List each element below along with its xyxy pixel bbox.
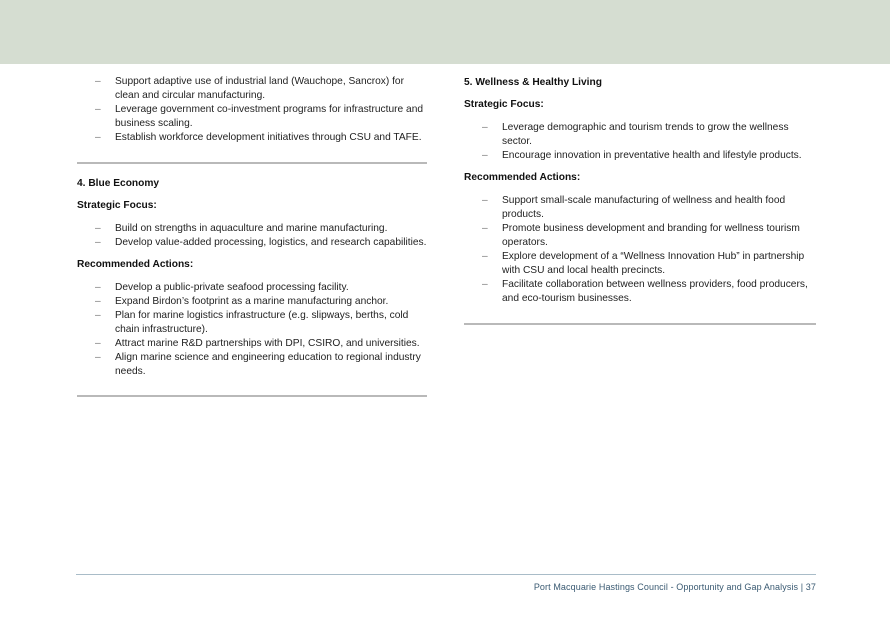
dash-bullet: – xyxy=(95,310,101,321)
section-divider xyxy=(77,162,427,164)
list-item: – Leverage government co-investment programs for infrastructure and business scaling. xyxy=(95,104,424,129)
wellness-focus-list xyxy=(464,121,816,163)
section-title-wellness: 5. Wellness & Healthy Living xyxy=(464,77,602,88)
list-item: – Align marine science and engineering education to regional industry needs. xyxy=(95,352,421,377)
list-item: – Facilitate collaboration between wellness providers, food producers, and eco-tourism businesses. xyxy=(482,279,808,304)
list-item: – Establish workforce development initiatives through CSU and TAFE. xyxy=(95,132,422,143)
wellness-actions-list xyxy=(464,194,816,306)
blue-economy-focus-list xyxy=(77,222,427,250)
strategic-focus-label: Strategic Focus: xyxy=(77,200,157,211)
dash-bullet: – xyxy=(95,104,101,115)
list-item: – Support small-scale manufacturing of wellness and health food products. xyxy=(482,195,786,220)
list-item: – Encourage innovation in preventative health and lifestyle products. xyxy=(482,150,802,161)
dash-bullet: – xyxy=(482,122,488,133)
manufacturing-actions-list xyxy=(77,75,427,145)
blue-economy-actions-list xyxy=(77,281,427,379)
list-item: – Build on strengths in aquaculture and marine manufacturing. xyxy=(95,223,388,234)
dash-bullet: – xyxy=(95,296,101,307)
section-divider xyxy=(464,323,816,325)
dash-bullet: – xyxy=(482,279,488,290)
right-column xyxy=(464,75,816,325)
dash-bullet: – xyxy=(95,282,101,293)
dash-bullet: – xyxy=(95,352,101,363)
section-title-blue-economy: 4. Blue Economy xyxy=(77,178,160,189)
dash-bullet: – xyxy=(482,251,488,262)
strategic-focus-label: Strategic Focus: xyxy=(464,99,544,110)
list-item: – Promote business development and branding for wellness tourism operators. xyxy=(482,223,800,248)
list-item: – Explore development of a “Wellness Innovation Hub” in partnership with CSU and local health precincts. xyxy=(482,251,805,276)
dash-bullet: – xyxy=(95,237,101,248)
dash-bullet: – xyxy=(95,76,101,87)
list-item: – Develop a public-private seafood processing facility. xyxy=(95,282,349,293)
dash-bullet: – xyxy=(95,223,101,234)
dash-bullet: – xyxy=(95,132,101,143)
footer-divider xyxy=(76,574,816,575)
page-footer: Port Macquarie Hastings Council - Opportunity and Gap Analysis | 37 xyxy=(533,582,816,592)
list-item: – Develop value-added processing, logistics, and research capabilities. xyxy=(95,237,427,248)
left-column xyxy=(77,75,427,397)
list-item: – Attract marine R&D partnerships with DPI, CSIRO, and universities. xyxy=(95,338,420,349)
section-divider xyxy=(77,395,427,397)
list-item: – Leverage demographic and tourism trends to grow the wellness sector. xyxy=(482,122,789,147)
dash-bullet: – xyxy=(482,223,488,234)
header-band xyxy=(0,0,890,64)
dash-bullet: – xyxy=(482,195,488,206)
list-item: – Expand Birdon’s footprint as a marine manufacturing anchor. xyxy=(95,296,389,307)
dash-bullet: – xyxy=(95,338,101,349)
list-item: – Plan for marine logistics infrastructure (e.g. slipways, berths, cold chain infrastructure). xyxy=(95,310,409,335)
recommended-actions-label: Recommended Actions: xyxy=(464,172,581,183)
recommended-actions-label: Recommended Actions: xyxy=(77,259,194,270)
list-item: – Support adaptive use of industrial land (Wauchope, Sancrox) for clean and circular manufacturing. xyxy=(95,76,404,101)
dash-bullet: – xyxy=(482,150,488,161)
